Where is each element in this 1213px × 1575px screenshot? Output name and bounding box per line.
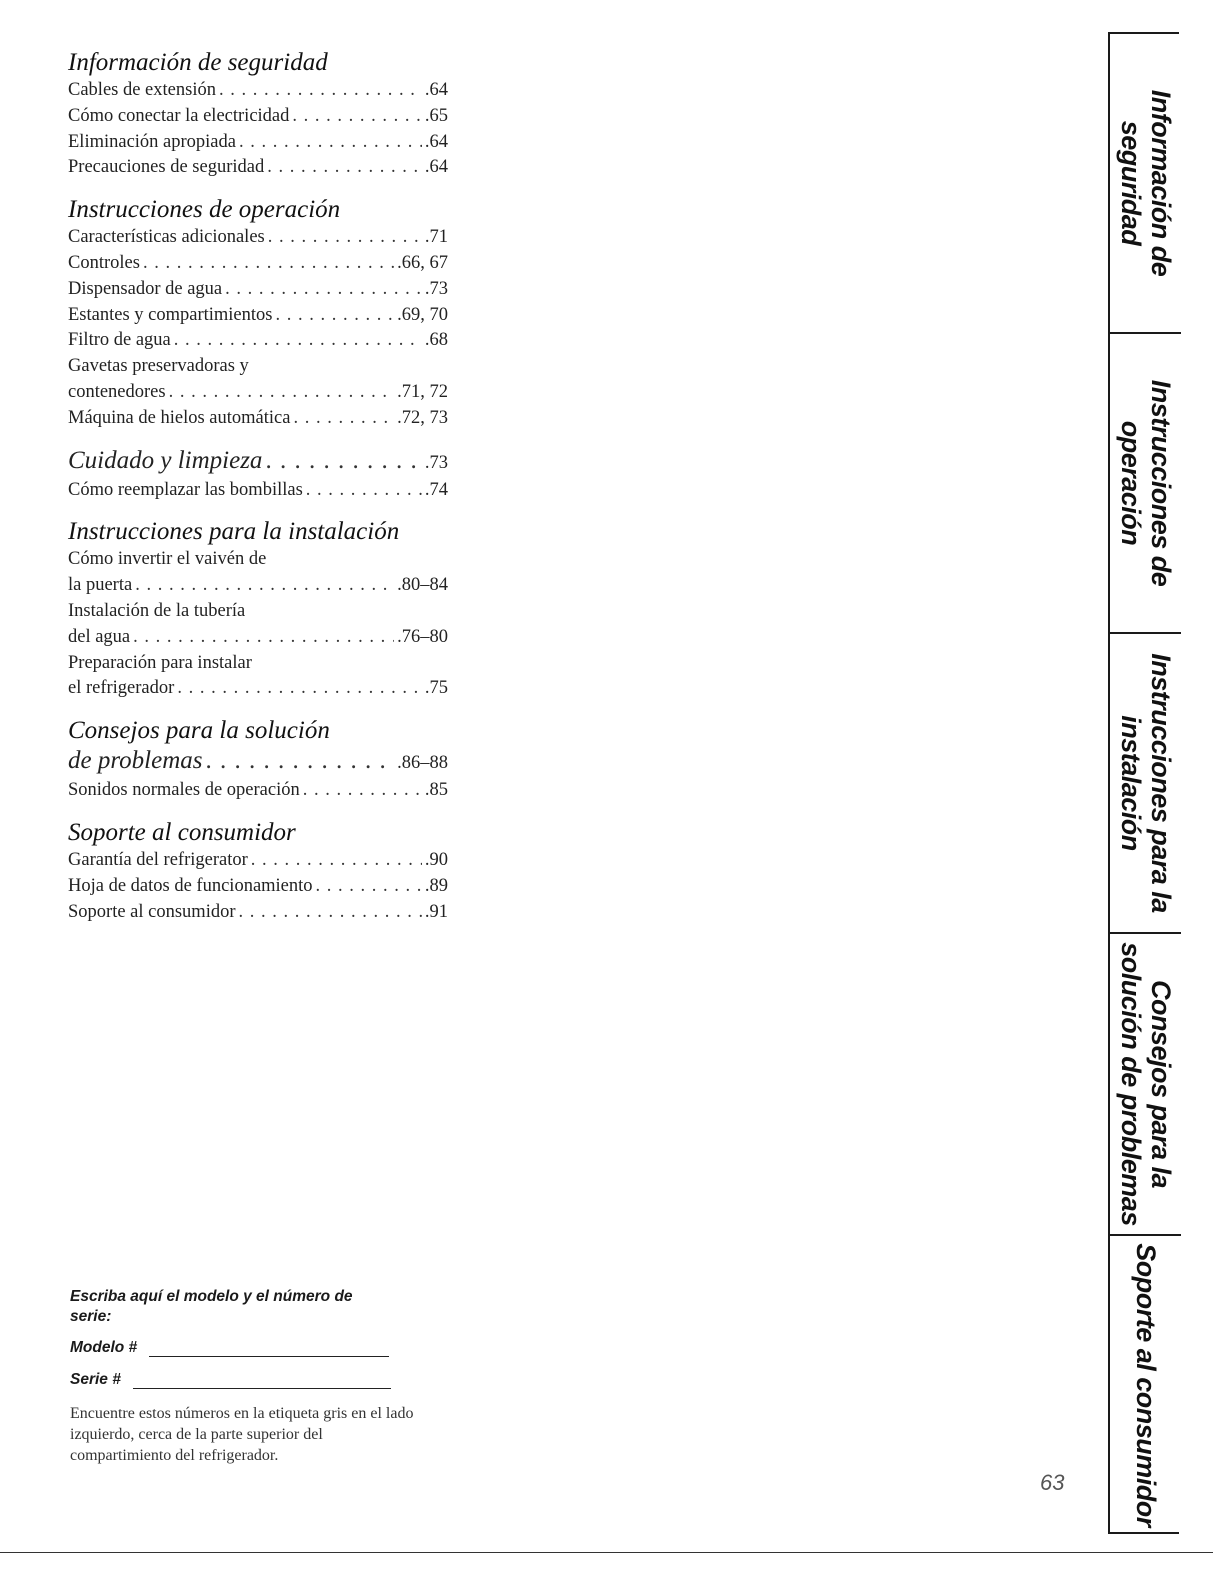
tab-troubleshooting[interactable]: Consejos para la solución de problemas xyxy=(1110,934,1181,1236)
section-title[interactable]: Cuidado y limpieza . . . .73 xyxy=(68,446,448,478)
toc-section-consumer-support xyxy=(68,818,448,925)
toc-entry[interactable]: Estantes y compartimientos . . . .69, 70 xyxy=(68,303,448,329)
toc-entry[interactable]: la puerta . . . .80–84 xyxy=(68,573,448,599)
tab-installation[interactable]: Instrucciones para la instalación xyxy=(1110,634,1181,934)
serial-number-field[interactable] xyxy=(70,1371,450,1389)
toc-entry[interactable]: Controles . . . .66, 67 xyxy=(68,251,448,277)
toc-entry[interactable]: Sonidos normales de operación . . . .85 xyxy=(68,778,448,804)
toc-entry[interactable]: del agua . . . .76–80 xyxy=(68,625,448,651)
toc-entry[interactable]: Garantía del refrigerator . . . .90 xyxy=(68,848,448,874)
tab-operation[interactable]: Instrucciones de operación xyxy=(1110,334,1181,634)
toc-entry-line[interactable]: Cómo invertir el vaivén de xyxy=(68,549,267,570)
toc-section-care xyxy=(68,446,448,504)
tab-safety[interactable]: Información de seguridad xyxy=(1110,34,1181,334)
toc-entry[interactable]: Filtro de agua . . . .68 xyxy=(68,328,448,354)
toc-entry[interactable]: contenedores . . . .71, 72 xyxy=(68,380,448,406)
serial-label: Serie # xyxy=(70,1371,121,1388)
toc-entry[interactable]: Cómo reemplazar las bombillas . . . .74 xyxy=(68,478,448,504)
toc-entry[interactable]: Soporte al consumidor . . . .91 xyxy=(68,900,448,926)
section-title[interactable]: Soporte al consumidor xyxy=(68,818,296,846)
toc-entry[interactable]: Cómo conectar la electricidad . . . .65 xyxy=(68,104,448,130)
section-title[interactable]: de problemas . . . .86–88 xyxy=(68,746,448,778)
serial-write-line[interactable] xyxy=(133,1374,391,1389)
page-number: 63 xyxy=(1040,1470,1065,1495)
label-location-note: Encuentre estos números en la etiqueta gris en el lado izquierdo, cerca de la parte superior del compartimiento del refrigerador. xyxy=(70,1405,414,1464)
toc-section-troubleshooting xyxy=(68,716,448,804)
model-label: Modelo # xyxy=(70,1339,138,1356)
section-title-line[interactable]: Consejos para la solución xyxy=(68,717,330,745)
toc-entry[interactable]: Precauciones de seguridad . . . .64 xyxy=(68,155,448,181)
model-serial-instructions: Escriba aquí el modelo y el número de serie: xyxy=(70,1288,353,1325)
toc-entry[interactable]: Hoja de datos de funcionamiento . . . .89 xyxy=(68,874,448,900)
section-title[interactable]: Instrucciones para la instalación xyxy=(68,518,400,546)
toc-section-operation xyxy=(68,195,448,431)
toc-entry[interactable]: Eliminación apropiada . . . .64 xyxy=(68,130,448,156)
section-title[interactable]: Instrucciones de operación xyxy=(68,196,341,224)
tab-consumer-support[interactable]: Soporte al consumidor xyxy=(1130,1243,1161,1527)
model-serial-box xyxy=(70,1287,450,1466)
toc-section-safety xyxy=(68,48,448,181)
toc-entry[interactable]: el refrigerador . . . .75 xyxy=(68,676,448,702)
section-title[interactable]: Información de seguridad xyxy=(68,49,328,76)
model-write-line[interactable] xyxy=(149,1342,389,1357)
toc-entry[interactable]: Características adicionales . . . .71 xyxy=(68,225,448,251)
section-tabs xyxy=(1108,32,1179,1534)
toc-section-installation xyxy=(68,517,448,702)
toc-entry[interactable]: Cables de extensión . . . .64 xyxy=(68,78,448,104)
table-of-contents xyxy=(68,48,448,939)
page-bottom-rule xyxy=(0,1552,1213,1553)
toc-entry[interactable]: Dispensador de agua . . . .73 xyxy=(68,277,448,303)
toc-entry-line[interactable]: Gavetas preservadoras y xyxy=(68,356,249,377)
toc-entry[interactable]: Máquina de hielos automática . . . .72, 73 xyxy=(68,406,448,432)
model-number-field[interactable] xyxy=(70,1339,450,1357)
toc-entry-line[interactable]: Preparación para instalar xyxy=(68,652,252,673)
toc-entry-line[interactable]: Instalación de la tubería xyxy=(68,600,246,621)
